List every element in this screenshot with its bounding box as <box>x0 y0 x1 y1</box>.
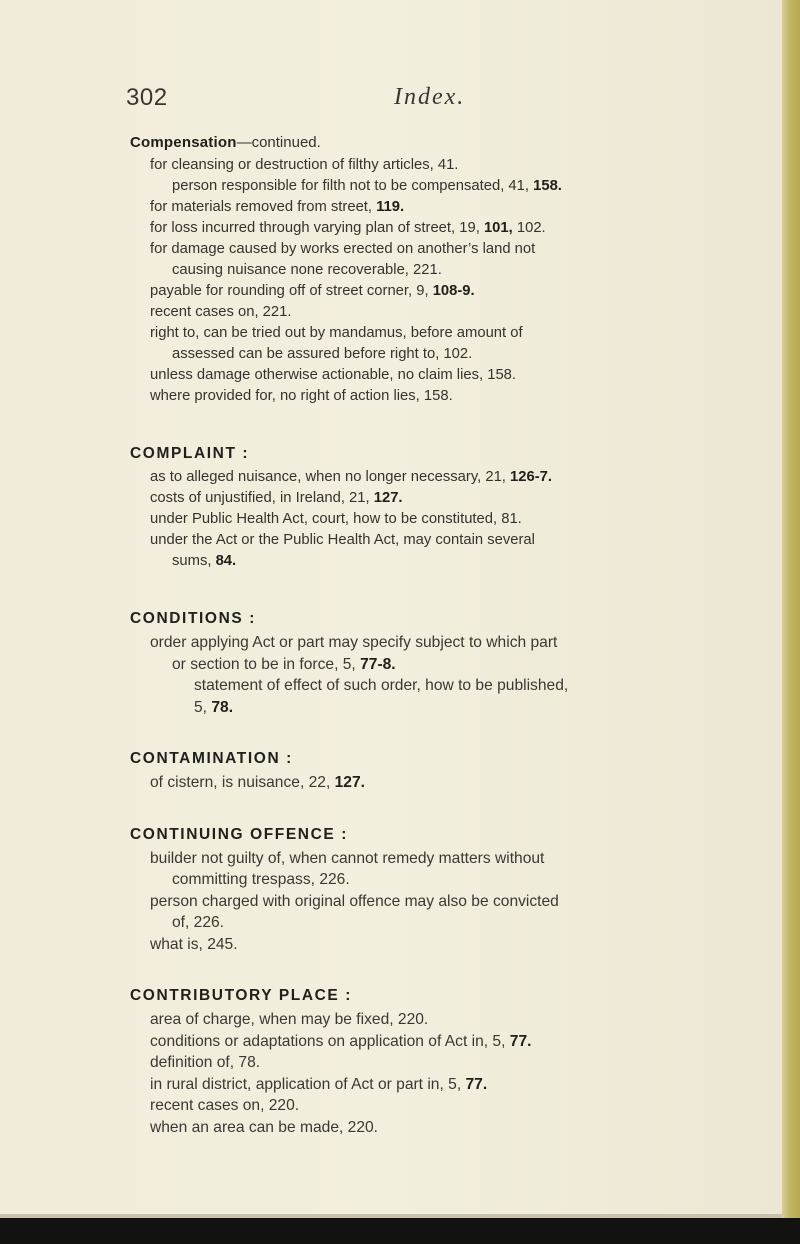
page-ref: 78. <box>211 698 234 716</box>
index-line: as to alleged nuisance, when no longer necessary, 21, 126-7. <box>150 469 552 485</box>
book-edge-bottom <box>0 1218 800 1244</box>
entry-contributory-place-heading: CONTRIBUTORY PLACE : <box>130 987 353 1004</box>
index-line: of cistern, is nuisance, 22, 127. <box>150 774 365 791</box>
page-ref: 126-7. <box>510 469 552 485</box>
index-line: right to, can be tried out by mandamus, before amount of <box>150 325 523 341</box>
index-line: recent cases on, 220. <box>150 1097 300 1114</box>
page-ref: 119. <box>376 199 405 215</box>
index-line: builder not guilty of, when cannot remedy matters without <box>150 849 545 867</box>
entry-contamination-heading: CONTAMINATION : <box>130 750 293 767</box>
entry-compensation-heading <box>130 132 770 154</box>
entry-complaint-heading: COMPLAINT : <box>130 445 250 462</box>
index-line: conditions or adaptations on application of Act in, 5, 77. <box>150 1032 532 1050</box>
index-line: assessed can be assured before right to, 102. <box>172 346 473 362</box>
page-ref: 108-9. <box>432 283 475 299</box>
page-ref: 84. <box>215 553 237 569</box>
index-line: recent cases on, 221. <box>150 304 292 320</box>
page-ref: 158. <box>533 178 562 194</box>
index-line: person responsible for filth not to be compensated, 41, 158. <box>172 178 562 194</box>
entry-conditions-heading: CONDITIONS : <box>130 610 256 627</box>
index-line: person charged with original offence may also be convicted <box>150 892 559 910</box>
index-line: in rural district, application of Act or part in, 5, 77. <box>150 1075 488 1093</box>
index-line: where provided for, no right of action lies, 158. <box>150 388 453 404</box>
running-head <box>126 84 546 114</box>
page-number: 302 <box>126 84 168 111</box>
index-line: for materials removed from street, 119. <box>150 199 405 215</box>
index-line: order applying Act or part may specify subject to which part <box>150 634 558 651</box>
index-line: or section to be in force, 5, 77-8. <box>172 655 396 673</box>
index-line: what is, 245. <box>150 935 238 953</box>
entry-continuing-offence-heading: CONTINUING OFFENCE : <box>130 825 348 843</box>
page-ref: 127. <box>373 490 403 506</box>
index-line: 5, 78. <box>194 698 234 716</box>
index-line: for cleansing or destruction of filthy articles, 41. <box>150 157 459 173</box>
index-line: payable for rounding off of street corner, 9, 108-9. <box>150 283 475 299</box>
index-line: for loss incurred through varying plan of street, 19, 101, 102. <box>150 220 546 236</box>
index-line: statement of effect of such order, how to be published, <box>194 677 569 694</box>
index-line: under Public Health Act, court, how to be constituted, 81. <box>150 511 522 527</box>
page-ref: 77-8. <box>360 655 396 673</box>
index-line: causing nuisance none recoverable, 221. <box>172 262 442 278</box>
index-line: area of charge, when may be fixed, 220. <box>150 1011 429 1028</box>
index-line: of, 226. <box>172 914 225 931</box>
index-line: for damage caused by works erected on another’s land not <box>150 241 536 257</box>
continued-note: —continued. <box>236 134 321 151</box>
running-title: Index. <box>394 84 466 110</box>
index-line: costs of unjustified, in Ireland, 21, 127. <box>150 490 403 506</box>
index-line: when an area can be made, 220. <box>150 1118 379 1136</box>
index-line: under the Act or the Public Health Act, may contain several <box>150 532 535 548</box>
headword: Compensation <box>130 134 237 151</box>
index-line: unless damage otherwise actionable, no claim lies, 158. <box>150 367 517 383</box>
index-line: sums, 84. <box>172 553 237 569</box>
page-ref: 101, <box>483 220 513 236</box>
page-ref: 77. <box>509 1032 532 1050</box>
book-edge-right <box>782 0 800 1244</box>
index-line: definition of, 78. <box>150 1054 261 1071</box>
page-ref: 77. <box>465 1075 488 1093</box>
index-line: committing trespass, 226. <box>172 871 350 888</box>
index-text <box>130 132 770 1138</box>
page-ref: 127. <box>334 774 365 791</box>
